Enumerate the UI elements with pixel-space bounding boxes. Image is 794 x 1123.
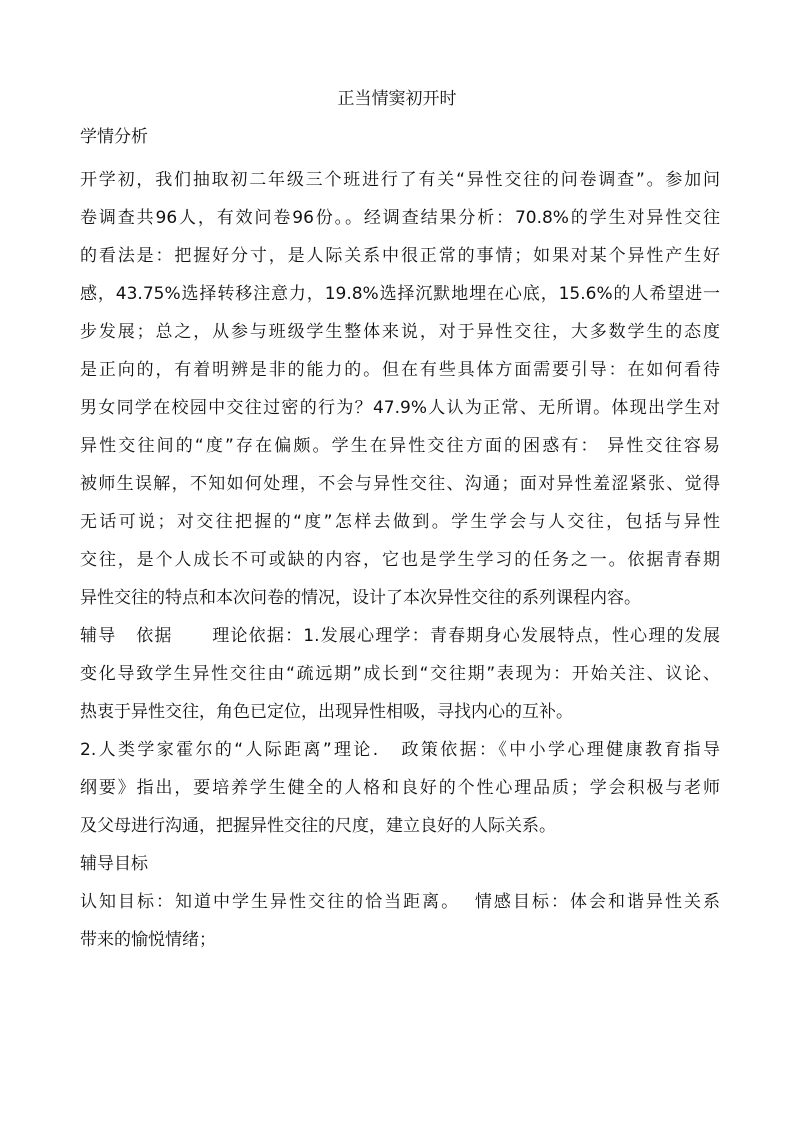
paragraph-line: 是正向的，有着明辨是非的能力的。但在有些具体方面需要引导：在如何看待 [80,360,720,380]
paragraph-line: 卷调查共96人，有效问卷96份。。经调查结果分析：70.8%的学生对异性交往 [80,208,720,228]
basis-line: 辅导 依据 理论依据：1.发展心理学：青春期身心发展特点，性心理的发展 [80,626,720,646]
section-heading-goals: 辅导目标 [80,854,148,874]
paragraph-line: 的看法是：把握好分寸，是人际关系中很正常的事情；如果对某个异性产生好 [80,246,720,266]
paragraph-line: 开学初，我们抽取初二年级三个班进行了有关“异性交往的问卷调查”。参加问 [80,170,720,190]
paragraph-line: 异性交往的特点和本次问卷的情况，设计了本次异性交往的系列课程内容。 [80,588,641,608]
document-title: 正当情窦初开时 [337,89,457,109]
goal-line: 认知目标：知道中学生异性交往的恰当距离。 情感目标：体会和谐异性关系 [80,892,720,912]
basis-line: 及父母进行沟通，把握异性交往的尺度，建立良好的人际关系。 [80,816,556,836]
paragraph-line: 男女同学在校园中交往过密的行为？47.9%人认为正常、无所谓。体现出学生对 [80,398,720,418]
basis-line: 变化导致学生异性交往由“疏远期”成长到“交往期”表现为：开始关注、议论、 [80,664,720,684]
basis-line: 2.人类学家霍尔的“人际距离”理论. 政策依据：《中小学心理健康教育指导 [80,740,720,760]
paragraph-line: 异性交往间的“度”存在偏颇。学生在异性交往方面的困惑有： 异性交往容易 [80,436,720,456]
goal-line: 带来的愉悦情绪； [80,930,216,950]
basis-line: 纲要》指出，要培养学生健全的人格和良好的个性心理品质；学会积极与老师 [80,778,720,798]
paragraph-line: 无话可说；对交往把握的“度”怎样去做到。学生学会与人交往，包括与异性 [80,512,720,532]
paragraph-line: 交往，是个人成长不可或缺的内容，它也是学生学习的任务之一。依据青春期 [80,550,720,570]
basis-line: 热衷于异性交往，角色已定位，出现异性相吸，寻找内心的互补。 [80,702,573,722]
paragraph-line: 步发展；总之，从参与班级学生整体来说，对于异性交往，大多数学生的态度 [80,322,720,342]
paragraph-line: 被师生误解，不知如何处理，不会与异性交往、沟通；面对异性羞涩紧张、觉得 [80,474,720,494]
paragraph-line: 感，43.75%选择转移注意力，19.8%选择沉默地埋在心底，15.6%的人希望进一 [80,284,720,304]
section-heading-analysis: 学情分析 [80,127,148,147]
